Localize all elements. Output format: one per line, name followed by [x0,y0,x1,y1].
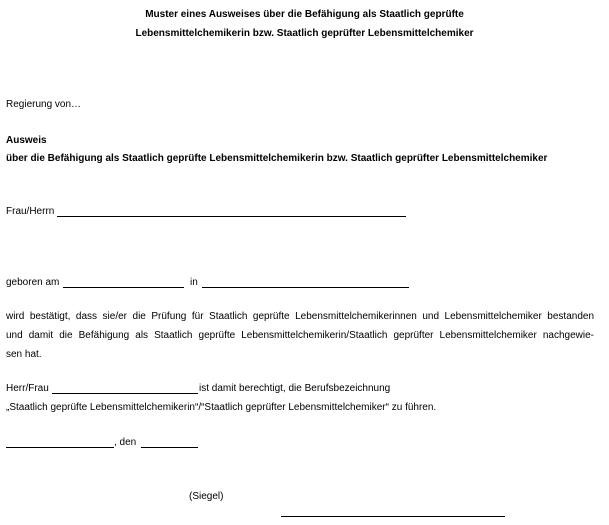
salutation-label: Frau/Herrn [6,206,55,217]
birth-place-line [202,287,409,288]
born-label: geboren am [6,277,60,288]
professional-title-quote: „Staatlich geprüfte Lebensmittelchemikerin“/“Staatlich geprüfter Lebensmittelchemiker“ zu führen. [6,402,437,413]
certificate-heading: Ausweis [6,135,47,146]
body-text-line-2: und damit die Befähigung als Staatlich geprüfte Lebensmittelchemikerin/Staatlich geprüfter Lebensmittelchemiker nachgewie- [6,330,594,341]
body-text-line-3: sen hat. [6,349,42,360]
signature-line [281,516,505,517]
document-title-line-2: Lebensmittelchemikerin bzw. Staatlich geprüfter Lebensmittelchemiker [135,28,474,39]
date-label: , den [114,437,137,448]
government-label: Regierung von… [6,99,82,110]
birth-place-label: in [190,277,198,288]
certificate-subheading: über die Befähigung als Staatlich geprüfte Lebensmittelchemikerin bzw. Staatlich geprüfter Lebensmittelchemiker [6,153,548,164]
entitled-suffix: ist damit berechtigt, die Berufsbezeichnung [199,383,391,394]
name-line [57,216,406,217]
entitled-prefix: Herr/Frau [6,383,49,394]
date-line [141,447,198,448]
seal-label: (Siegel) [189,491,224,502]
body-text-line-1: wird bestätigt, dass sie/er die Prüfung für Staatlich geprüfte Lebensmittelchemikerinnen und Lebensmittelchemiker bestanden [6,311,594,322]
place-line [6,447,114,448]
entitled-name-line [52,393,198,394]
document-title-line-1: Muster eines Ausweises über die Befähigung als Staatlich geprüfte [145,9,464,20]
birth-date-line [63,287,184,288]
